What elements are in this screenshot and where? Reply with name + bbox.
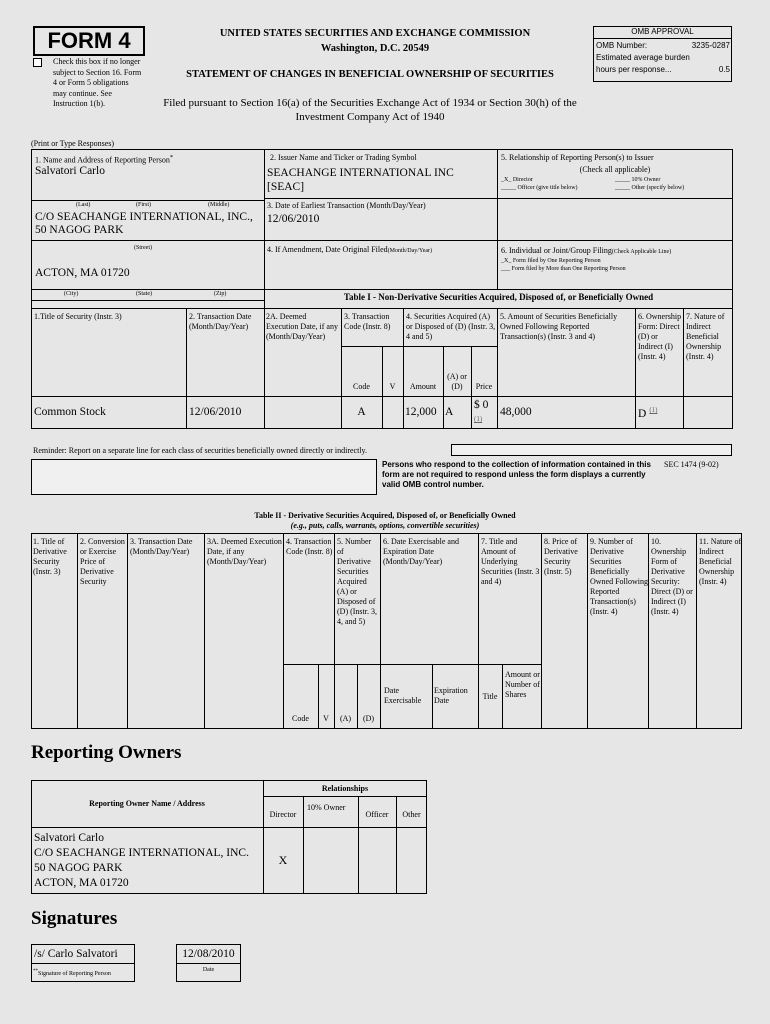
t2-col-conversion: 2. Conversion or Exercise Price of Derivative Security xyxy=(80,537,125,586)
t1-row-form-value: D xyxy=(638,407,647,420)
form-title: FORM 4 xyxy=(47,28,131,53)
grid-line xyxy=(263,796,427,797)
t1-sub-amount: Amount xyxy=(409,382,437,391)
t1-row-owned: 48,000 xyxy=(500,406,532,418)
t1-row-price-footnote[interactable]: (1) xyxy=(474,415,483,423)
omb-notice: Persons who respond to the collection of information contained in this form are not required to respond unless the form displays a currently valid OMB control number. xyxy=(382,460,651,489)
agency-name: UNITED STATES SECURITIES AND EXCHANGE COMMISSION xyxy=(219,28,531,39)
t2-col-owned: 9. Number of Derivative Securities Beneficially Owned Following Reported Transaction(s) (Instr. 4) xyxy=(590,537,648,616)
first-label: (First) xyxy=(136,202,151,208)
middle-label: (Middle) xyxy=(208,202,230,208)
street-label: (Street) xyxy=(134,245,152,251)
officer-mark: _____ xyxy=(501,185,516,191)
box2-label: 2. Issuer Name and Ticker or Trading Symbol xyxy=(270,153,417,162)
grid-line xyxy=(648,533,649,729)
omb-number-value: 3235-0287 xyxy=(691,41,730,50)
signature-value: /s/ Carlo Salvatori xyxy=(34,948,118,960)
signature-mark: ** xyxy=(33,969,38,974)
table1-title: Table I - Non-Derivative Securities Acquired, Disposed of, or Beneficially Owned xyxy=(343,292,654,302)
filing-option-one: _X_ Form filed by One Reporting Person xyxy=(501,258,601,264)
sec-code: SEC 1474 (9-02) xyxy=(664,460,719,469)
t1-col-owned: 5. Amount of Securities Beneficially Owned Following Reported Transaction(s) (Instr. 3 and 4) xyxy=(500,312,618,341)
t2-col-title: 1. Title of Derivative Security (Instr. 3) xyxy=(33,537,67,576)
table2-title: Table II - Derivative Securities Acquired, Disposed of, or Beneficially Owned xyxy=(254,511,516,520)
zip-label: (Zip) xyxy=(214,291,227,297)
signature-date: 12/08/2010 xyxy=(182,948,235,960)
earliest-transaction-date: 12/06/2010 xyxy=(267,213,320,225)
grid-line xyxy=(341,346,497,347)
ro-owner-addr3: ACTON, MA 01720 xyxy=(34,877,129,889)
grid-line xyxy=(31,300,264,301)
t2-sub-code: Code xyxy=(292,714,309,723)
t1-col-code: 3. Transaction Code (Instr. 8) xyxy=(344,312,391,331)
box5-label: 5. Relationship of Reporting Person(s) to Issuer xyxy=(501,153,654,162)
signatures-heading: Signatures xyxy=(31,908,118,929)
t1-col-nature: 7. Nature of Indirect Beneficial Ownership (Instr. 4) xyxy=(686,312,725,361)
t1-sub-code: Code xyxy=(353,382,370,391)
ro-col-name: Reporting Owner Name / Address xyxy=(89,799,205,808)
statement-title: STATEMENT OF CHANGES IN BENEFICIAL OWNERSHIP OF SECURITIES xyxy=(186,69,554,80)
t2-col-nature: 11. Nature of Indirect Beneficial Ownership (Instr. 4) xyxy=(699,537,742,586)
t2-col-form: 10. Ownership Form of Derivative Security: Direct (D) or Indirect (I) (Instr. 4) xyxy=(651,537,693,616)
filed-pursuant: Filed pursuant to Section 16(a) of the Securities Exchange Act of 1934 or Section 30(h) of the Investment Company Act of 1940 xyxy=(163,97,577,123)
ro-owner-addr2: 50 NAGOG PARK xyxy=(34,862,123,874)
box6-label-small: (Check Applicable Line) xyxy=(611,249,672,255)
t1-col-date: 2. Transaction Date (Month/Day/Year) xyxy=(189,312,252,331)
t1-row-form-footnote[interactable]: (1) xyxy=(649,406,658,414)
agency-city: Washington, D.C. 20549 xyxy=(320,43,430,54)
reporting-owners-heading: Reporting Owners xyxy=(31,742,182,763)
grid-line xyxy=(31,308,264,309)
reporting-person-address: C/O SEACHANGE INTERNATIONAL, INC., 50 NAGOG PARK xyxy=(35,211,253,236)
director-label: Director xyxy=(512,177,533,183)
box6-label-text: 6. Individual or Joint/Group Filing xyxy=(501,246,612,255)
box3-label: 3. Date of Earliest Transaction (Month/Day/Year) xyxy=(267,201,426,210)
ro-col-owner10: 10% Owner xyxy=(307,803,346,812)
ro-relationships: Relationships xyxy=(321,784,369,793)
omb-number-label: OMB Number: xyxy=(596,41,648,50)
ro-col-officer: Officer xyxy=(365,810,389,819)
t2-sub-date-exercisable: Date Exercisable xyxy=(384,686,422,705)
ro-owner-director: X xyxy=(278,853,288,867)
t1-row-price: $ 0 xyxy=(474,399,489,411)
box6-label xyxy=(501,246,671,256)
grid-line xyxy=(77,533,78,729)
box4-label-small: (Month/Day/Year) xyxy=(387,248,433,254)
t1-col-title: 1.Title of Security (Instr. 3) xyxy=(34,312,122,321)
director-mark: _X_ xyxy=(501,177,512,183)
t2-sub-d: (D) xyxy=(362,714,375,723)
t2-sub-amount: Amount or Number of Shares xyxy=(505,670,540,699)
omb-burden-label: Estimated average burden xyxy=(596,53,690,62)
grid-line xyxy=(31,963,135,964)
other-mark: _____ xyxy=(615,185,630,191)
grid-line xyxy=(264,198,497,199)
reminder-box xyxy=(451,444,732,456)
t1-sub-v: V xyxy=(389,382,396,391)
filing-option-multiple: ___ Form filed by More than One Reporting Person xyxy=(501,266,626,272)
box1-label-text: 1. Name and Address of Reporting Person xyxy=(35,155,170,165)
t1-row-date: 12/06/2010 xyxy=(189,406,242,418)
reminder-text: Reminder: Report on a separate line for each class of securities beneficially owned directly or indirectly. xyxy=(33,446,368,455)
grid-line xyxy=(403,308,404,429)
omb-divider xyxy=(593,38,732,39)
box4-label-text: 4. If Amendment, Date Original Filed xyxy=(267,245,388,254)
other-option xyxy=(615,185,684,192)
t2-col-underlying: 7. Title and Amount of Underlying Securities (Instr. 3 and 4) xyxy=(481,537,540,586)
table2-subtitle: (e.g., puts, calls, warrants, options, convertible securities) xyxy=(290,521,480,530)
t1-row-security: Common Stock xyxy=(34,406,106,418)
no-longer-subject-checkbox[interactable] xyxy=(33,58,42,67)
grid-line xyxy=(186,308,187,429)
t1-col-acquired: 4. Securities Acquired (A) or Disposed of (D) (Instr. 3, 4 and 5) xyxy=(406,312,496,341)
t2-col-code: 4. Transaction Code (Instr. 8) xyxy=(286,537,333,556)
t2-col-number: 5. Number of Derivative Securities Acquired (A) or Disposed of (D) (Instr. 3, 4, and 5) xyxy=(337,537,377,626)
t1-sub-price: Price xyxy=(475,382,493,391)
director-option xyxy=(501,177,533,184)
t2-col-exercisable: 6. Date Exercisable and Expiration Date (Month/Day/Year) xyxy=(383,537,459,566)
city-label: (City) xyxy=(64,291,79,297)
grid-line xyxy=(264,308,733,309)
signature-label xyxy=(33,968,111,978)
officer-option xyxy=(501,185,578,192)
grid-line xyxy=(204,533,205,729)
omb-hours-label: hours per response... xyxy=(596,65,672,74)
box5-sub: (Check all applicable) xyxy=(579,165,651,174)
owner10-mark: _____ xyxy=(615,177,630,183)
grid-line xyxy=(31,200,264,201)
grid-line xyxy=(31,289,733,290)
t1-sub-a-or-d: (A) or (D) xyxy=(447,372,467,391)
issuer-name: SEACHANGE INTERNATIONAL INC [SEAC] xyxy=(267,167,454,193)
officer-label: Officer (give title below) xyxy=(517,185,578,191)
box1-label-mark: * xyxy=(169,154,174,161)
t1-row-form xyxy=(638,406,657,421)
ro-col-other: Other xyxy=(402,810,421,819)
signature-date-label: Date xyxy=(202,967,215,973)
t2-col-date: 3. Transaction Date (Month/Day/Year) xyxy=(130,537,193,556)
t1-row-a-or-d: A xyxy=(445,406,454,418)
grid-line xyxy=(502,664,503,729)
t1-col-deemed: 2A. Deemed Execution Date, if any (Month/Day/Year) xyxy=(266,312,338,341)
grid-line xyxy=(635,308,636,429)
grid-line xyxy=(176,963,241,964)
owner10-option xyxy=(615,177,660,184)
t2-col-deemed: 3A. Deemed Execution Date, if any (Month/Day/Year) xyxy=(207,537,282,566)
box4-label xyxy=(267,245,432,255)
t2-sub-a: (A) xyxy=(339,714,352,723)
grid-line xyxy=(31,240,733,241)
reporting-person-city: ACTON, MA 01720 xyxy=(35,267,130,279)
ro-owner-addr1: C/O SEACHANGE INTERNATIONAL, INC. xyxy=(34,847,249,859)
notice-box xyxy=(31,459,377,495)
signature-label-text: Signature of Reporting Person xyxy=(38,971,111,977)
state-label: (State) xyxy=(136,291,152,297)
grid-line xyxy=(334,533,335,729)
grid-line xyxy=(380,533,381,729)
grid-line xyxy=(303,796,304,894)
t2-sub-expiration: Expiration Date xyxy=(434,686,468,705)
grid-line xyxy=(263,780,264,894)
last-label: (Last) xyxy=(76,202,91,208)
t2-col-price: 8. Price of Derivative Security (Instr. 5) xyxy=(544,537,578,576)
t1-col-form: 6. Ownership Form: Direct (D) or Indirect (I) (Instr. 4) xyxy=(638,312,682,361)
t2-sub-v: V xyxy=(323,714,329,723)
other-label: Other (specify below) xyxy=(631,185,685,191)
owner10-label: 10% Owner xyxy=(631,177,661,183)
omb-hours-value: 0.5 xyxy=(718,65,730,74)
ro-col-director: Director xyxy=(269,810,297,819)
print-note: (Print or Type Responses) xyxy=(31,139,115,148)
grid-line xyxy=(497,198,733,199)
grid-line xyxy=(31,827,427,828)
t1-row-code: A xyxy=(357,406,366,418)
checkbox-text: Check this box if no longer subject to Section 16. Form 4 or Form 5 obligations may continue. See Instruction 1(b). xyxy=(53,57,142,108)
omb-title: OMB APPROVAL xyxy=(631,27,694,36)
t1-row-amount: 12,000 xyxy=(405,406,437,418)
grid-line xyxy=(432,664,433,729)
t2-sub-title: Title xyxy=(482,692,498,701)
box1-label xyxy=(35,153,173,166)
reporting-person-name: Salvatori Carlo xyxy=(35,165,105,177)
ro-owner-name: Salvatori Carlo xyxy=(34,832,104,844)
grid-line xyxy=(541,533,542,729)
